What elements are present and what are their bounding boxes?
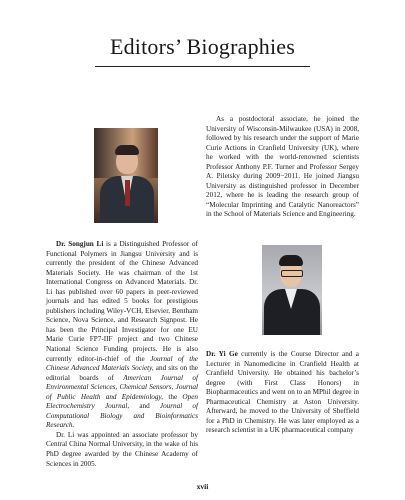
bio-li-paragraph-2 — [46, 431, 198, 469]
bio-li-paragraph-1 — [46, 240, 198, 431]
bio-li-paragraph-3 — [206, 115, 359, 220]
page-number: xvii — [196, 482, 209, 491]
bio-ge-paragraph — [206, 350, 359, 436]
page-title: Editors’ Biographies — [109, 34, 296, 59]
bio-li-p2-text: Dr. Li was appointed an associate professor by Central China Normal University, in the wake of his PhD degree awarded by the Chinese Academy of Sciences in 2005. — [46, 430, 198, 468]
bio-li-journal1: Journal of the Chinese Advanced Materials Society, — [46, 354, 198, 373]
bio-li-p1a: is a Distinguished Professor of Functional Polymers in Jiangsu University and is currently the president of the Chinese Advanced Materials Society. He was chairman of the 1st International Congress on Advanced Materials. Dr. Li has published over 60 papers in peer-reviewed journals and has edited 5 books for prestigious publishers including Wiley-VCH, Elsevier, Bentham Science, Nova Science, and Research Signpost. He has been the Principal Investigator for one EU Marie Curie FP7-IIF project and two Chinese National Science Funding projects. He is also currently editor-in-chief of the — [46, 240, 198, 363]
title-divider — [95, 66, 310, 67]
bio-li-p3-text: As a postdoctoral associate, he joined the University of Wisconsin-Milwaukee (USA) in 2008, followed by his research under the support of Marie Curie Actions in Cranfield University (UK), where he worked with the world-renowned scientists Professor Anthony P.F. Turner and Professor Sergey A. Piletsky during 2009−2011. He joined Jiangsu University as distinguished professor in December 2012, where he is leading the research group of “Molecular Imprinting and Catalytic Nanoreactors” in the School of Materials Science and Engineering. — [206, 115, 359, 219]
bio-li-p1d: and — [129, 402, 160, 411]
portrait-photo-ge — [262, 245, 322, 335]
bio-li-column — [46, 240, 198, 469]
bio-li-journal2: American Journal of Environmental Sciences, Chemical Sensors, Journal of Public Health and Epidemiology, — [46, 373, 198, 401]
bio-li-journal4: Journal of Computational Biology and Bioinformatics Research. — [46, 402, 198, 430]
portrait-photo-li — [94, 128, 158, 223]
bio-ge-text: currently is the Course Director and a Lecturer in Nanomedicine in Cranfield Health at Cranfield University. He obtained his bachelor’s degree (with First Class Honors) in Biopharmaceutics and went on to an MPhil degree in Pharmaceutical Chemistry at Aston University. Afterward, he moved to the University of Sheffield for a PhD in Chemistry. He was later employed as a research scientist in a UK pharmaceutical company — [206, 350, 359, 435]
bio-li-journal3: Open Electrochemistry Journal, — [46, 392, 198, 411]
bio-li-p1c: the — [163, 392, 183, 401]
bio-li-name: Dr. Songjun Li — [56, 240, 104, 248]
bio-li-p1b: and sits on the editorial boards of — [46, 364, 198, 382]
bio-ge-name: Dr. Yi Ge — [206, 350, 238, 358]
